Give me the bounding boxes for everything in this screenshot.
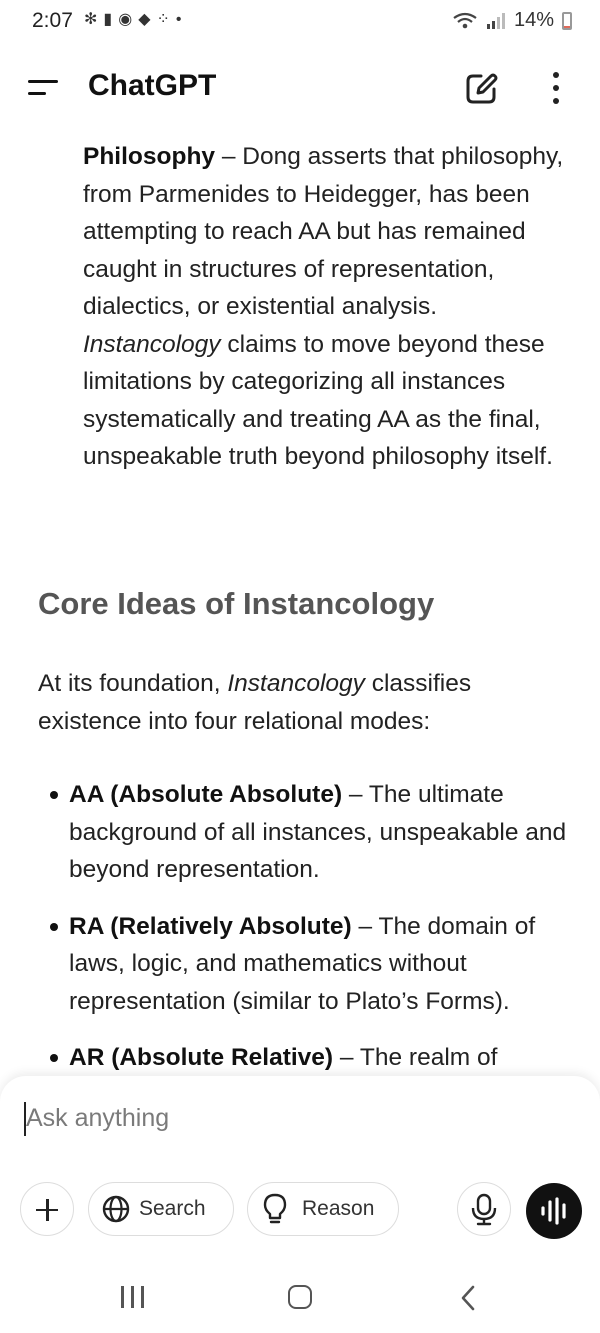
- list-item: [0, 1039, 600, 1077]
- chat-notification-icon: ◉: [118, 11, 133, 28]
- section-heading: Core Ideas of Instancology: [38, 586, 435, 621]
- philosophy-emphasis: Instancology: [83, 330, 221, 358]
- microphone-icon: [457, 1182, 511, 1236]
- bullet-dot: [50, 1054, 58, 1062]
- list-item-text: – The realm of: [333, 1044, 498, 1071]
- modes-list: [0, 776, 600, 1080]
- intro-emphasis: Instancology: [227, 670, 365, 697]
- search-label: Search: [139, 1197, 206, 1220]
- status-time: 2:07: [32, 9, 73, 32]
- bullet-dot: [50, 791, 58, 799]
- shopping-bag-icon: ◆: [138, 11, 151, 28]
- battery-icon: [562, 12, 572, 30]
- wifi-icon: [452, 12, 478, 30]
- lock-notification-icon: ▮: [103, 11, 113, 28]
- app-title: ChatGPT: [88, 69, 217, 102]
- philosophy-paragraph: [83, 138, 573, 476]
- signal-icon: [486, 12, 506, 30]
- philosophy-term: Philosophy: [83, 143, 216, 170]
- dictate-button[interactable]: [457, 1182, 511, 1236]
- search-button[interactable]: [88, 1182, 234, 1236]
- voice-waveform-icon: [526, 1183, 582, 1239]
- chat-response: [0, 130, 600, 1080]
- voice-mode-button[interactable]: [526, 1183, 582, 1239]
- intro-text: At its foundation,: [38, 670, 228, 697]
- status-right: [452, 9, 572, 32]
- list-item-term: AR (Absolute Relative): [69, 1044, 334, 1071]
- battery-percent: 14%: [513, 9, 554, 31]
- philosophy-text-end: claims to move beyond these limitations by categorizing all instances systematically and treating AA as the final, unspeakable truth beyond philosophy itself.: [83, 330, 553, 470]
- list-item-term: AA (Absolute Absolute): [69, 781, 343, 808]
- lightbulb-icon: [262, 1193, 288, 1225]
- menu-icon[interactable]: [28, 78, 60, 100]
- attach-button[interactable]: [20, 1182, 74, 1236]
- list-item-text: – The ultimate background of all instances, unspeakable and beyond representation.: [69, 781, 567, 883]
- list-item: [0, 908, 600, 1021]
- more-notifications-dot: •: [175, 11, 182, 28]
- reason-button[interactable]: [247, 1182, 399, 1236]
- app-notification-icon: ✻: [84, 11, 98, 28]
- status-bar: [0, 0, 600, 44]
- recent-apps-icon[interactable]: [121, 1286, 145, 1308]
- new-chat-icon[interactable]: [462, 70, 500, 108]
- grid-notification-icon: ⁘: [156, 11, 170, 28]
- intro-paragraph: [38, 665, 558, 740]
- intro-text-end: classifies existence into four relational modes:: [38, 670, 472, 735]
- philosophy-text: – Dong asserts that philosophy, from Parmenides to Heidegger, has been attempting to reach AA but has remained caught in structures of representation, dialectics, or existential analysis.: [83, 143, 564, 320]
- list-item-term: RA (Relatively Absolute): [69, 912, 352, 940]
- list-item: [0, 776, 600, 889]
- more-options-icon[interactable]: [548, 72, 564, 108]
- message-composer: [0, 1076, 600, 1266]
- globe-icon: [101, 1194, 131, 1224]
- bullet-dot: [50, 923, 58, 931]
- reason-label: Reason: [302, 1197, 375, 1220]
- home-icon[interactable]: [288, 1285, 312, 1309]
- app-bar: [0, 56, 600, 120]
- message-input[interactable]: Ask anything: [26, 1104, 170, 1132]
- list-item-text: – The domain of laws, logic, and mathematics without representation (similar to Plato’s Forms).: [69, 912, 536, 1015]
- system-nav-bar: [0, 1266, 600, 1333]
- back-icon[interactable]: [458, 1284, 478, 1312]
- notification-icons: [84, 10, 182, 30]
